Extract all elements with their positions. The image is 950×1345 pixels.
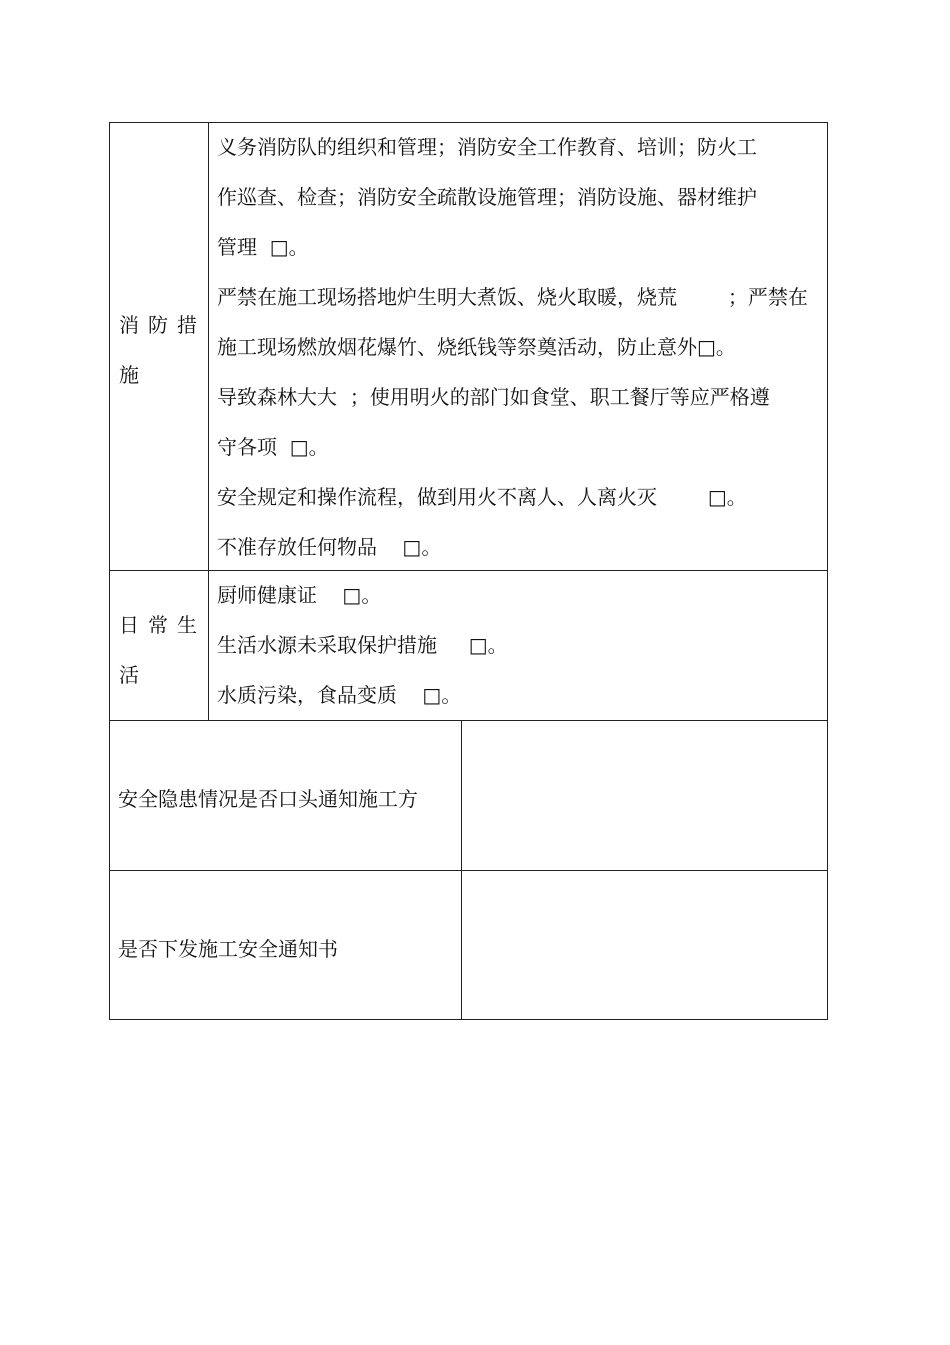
fire-measures-row [110, 123, 827, 571]
fire-line: 义务消防队的组织和管理；消防安全工作教育、培训；防火工 [217, 135, 757, 159]
daily-life-content [209, 571, 827, 720]
safety-notice-row [110, 871, 827, 1020]
safety-notice-question-cell [110, 871, 462, 1020]
verbal-notice-question-cell [110, 721, 462, 870]
verbal-notice-question: 安全隐患情况是否口头通知施工方 [118, 787, 418, 811]
fire-line: 严禁在施工现场搭地炉生明大煮饭、烧火取暖，烧荒 ；严禁在 [217, 285, 808, 309]
daily-line: 水质污染，食品变质 □。 [217, 683, 462, 707]
fire-label-line-1: 消防措 [119, 313, 206, 337]
fire-label-line-2: 施 [119, 363, 139, 387]
fire-measures-content [209, 123, 827, 570]
fire-line: 不准存放任何物品 □。 [217, 535, 442, 559]
fire-line: 守各项 □。 [217, 435, 329, 459]
daily-life-row [110, 571, 827, 721]
daily-label-line-1: 日常生 [119, 613, 206, 637]
verbal-notice-row [110, 721, 827, 871]
fire-measures-label [110, 123, 209, 570]
verbal-notice-answer-cell[interactable] [462, 721, 827, 870]
daily-label-line-2: 活 [119, 663, 139, 687]
fire-line: 作巡查、检查；消防安全疏散设施管理；消防设施、器材维护 [217, 185, 757, 209]
fire-line: 施工现场燃放烟花爆竹、烧纸钱等祭奠活动，防止意外□。 [217, 335, 736, 359]
daily-life-label [110, 571, 209, 720]
daily-line: 厨师健康证 □。 [217, 583, 382, 607]
safety-notice-question: 是否下发施工安全通知书 [118, 937, 338, 961]
inspection-table [109, 122, 828, 1020]
daily-line: 生活水源未采取保护措施 □。 [217, 633, 508, 657]
fire-line: 导致森林大大 ；使用明火的部门如食堂、职工餐厅等应严格遵 [217, 385, 770, 409]
fire-line: 安全规定和操作流程，做到用火不离人、人离火灭 □。 [217, 485, 747, 509]
fire-line: 管理 □。 [217, 235, 309, 259]
safety-notice-answer-cell[interactable] [462, 871, 827, 1020]
